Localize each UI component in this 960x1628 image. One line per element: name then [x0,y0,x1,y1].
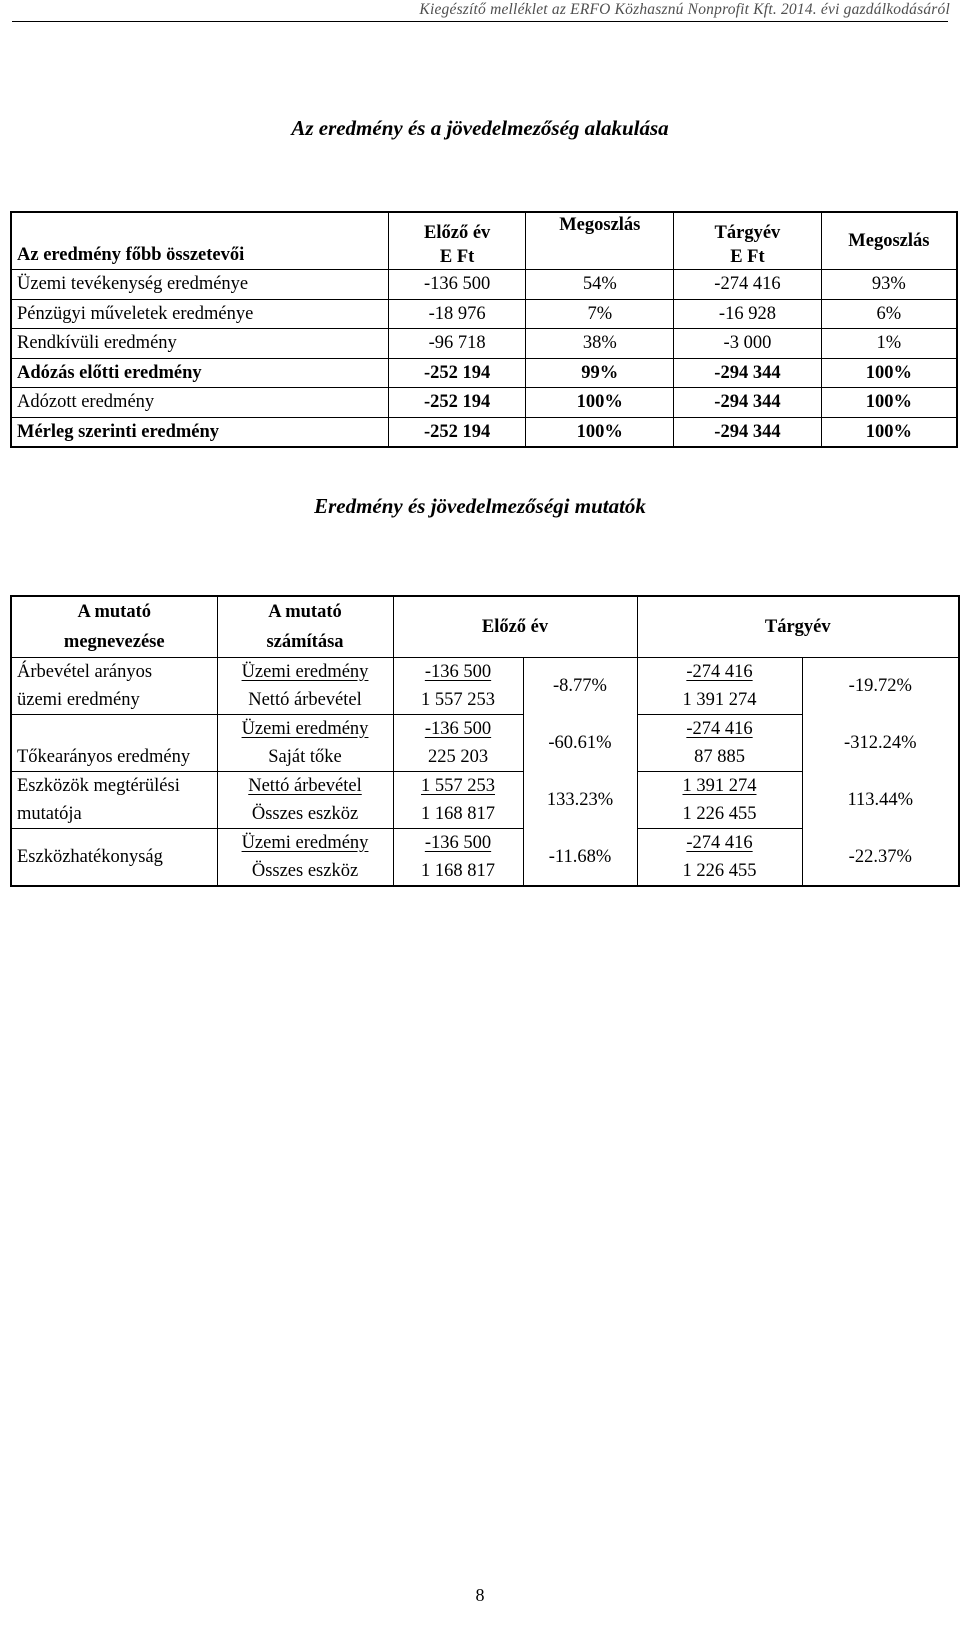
table-row [11,417,957,447]
header-share-prev: Megoszlás [526,212,674,270]
prev-numerator: 1 557 253 [393,772,523,801]
prev-value: -18 976 [388,299,526,329]
prev-denominator: 1 557 253 [393,686,523,715]
table-header-row [11,596,959,658]
indicator-name [11,715,217,744]
header-components: Az eredmény főbb összetevői [11,212,388,270]
prev-numerator: -136 500 [393,658,523,687]
row-label: Adózás előtti eredmény [11,358,388,388]
table-row [11,658,959,687]
curr-ratio: 113.44% [802,772,959,829]
page-header [0,0,960,22]
numerator-label: Üzemi eredmény [217,658,393,687]
numerator-label: Üzemi eredmény [217,715,393,744]
prev-denominator: 1 168 817 [393,857,523,886]
page-number: 8 [475,1585,485,1605]
denominator-label: Összes eszköz [217,857,393,886]
curr-share: 6% [821,299,957,329]
curr-denominator: 87 885 [637,743,802,772]
curr-value: -294 344 [674,358,822,388]
curr-share: 100% [821,417,957,447]
curr-numerator: -274 416 [637,715,802,744]
numerator-label: Nettó árbevétel [217,772,393,801]
prev-ratio: -8.77% [523,658,637,715]
profitability-indicators-table [10,595,960,887]
curr-ratio: -22.37% [802,829,959,887]
prev-denominator: 225 203 [393,743,523,772]
prev-ratio: -11.68% [523,829,637,887]
header-prev-year: Előző év [393,596,637,658]
header-prev-year: Előző év E Ft [388,212,526,270]
table-row [11,358,957,388]
row-label: Rendkívüli eredmény [11,329,388,359]
prev-numerator: -136 500 [393,715,523,744]
indicator-name: Tőkearányos eredmény [11,743,217,772]
denominator-label: Saját tőke [217,743,393,772]
indicator-name: mutatója [11,800,217,829]
curr-numerator: 1 391 274 [637,772,802,801]
curr-numerator: -274 416 [637,658,802,687]
header-indicator-calc: A mutató számítása [217,596,393,658]
indicator-name: Eszközhatékonyság [11,829,217,887]
prev-ratio: -60.61% [523,715,637,772]
denominator-label: Összes eszköz [217,800,393,829]
curr-value: -3 000 [674,329,822,359]
row-label: Pénzügyi műveletek eredménye [11,299,388,329]
row-label: Mérleg szerinti eredmény [11,417,388,447]
section2-title: Eredmény és jövedelmezőségi mutatók [314,494,646,518]
numerator-label: Üzemi eredmény [217,829,393,858]
curr-value: -274 416 [674,270,822,300]
row-label: Üzemi tevékenység eredménye [11,270,388,300]
prev-value: -252 194 [388,358,526,388]
header-rule [12,21,948,22]
prev-share: 38% [526,329,674,359]
table-row [11,829,959,858]
curr-share: 93% [821,270,957,300]
curr-value: -294 344 [674,417,822,447]
table-row [11,388,957,418]
table-header-row [11,212,957,270]
curr-share: 100% [821,388,957,418]
prev-value: -252 194 [388,388,526,418]
curr-denominator: 1 226 455 [637,800,802,829]
prev-value: -252 194 [388,417,526,447]
curr-denominator: 1 391 274 [637,686,802,715]
curr-numerator: -274 416 [637,829,802,858]
curr-ratio: -19.72% [802,658,959,715]
header-indicator-name: A mutató megnevezése [11,596,217,658]
prev-share: 100% [526,417,674,447]
header-text: Kiegészítő melléklet az ERFO Közhasznú Nonprofit Kft. 2014. évi gazdálkodásáról [419,1,950,18]
prev-share: 54% [526,270,674,300]
prev-share: 7% [526,299,674,329]
result-components-table [10,211,958,448]
table-row [11,715,959,744]
prev-numerator: -136 500 [393,829,523,858]
header-current-year: Tárgyév E Ft [674,212,822,270]
row-label: Adózott eredmény [11,388,388,418]
table-row [11,270,957,300]
prev-ratio: 133.23% [523,772,637,829]
curr-denominator: 1 226 455 [637,857,802,886]
prev-value: -96 718 [388,329,526,359]
indicator-name: üzemi eredmény [11,686,217,715]
curr-share: 1% [821,329,957,359]
header-current-year: Tárgyév [637,596,959,658]
prev-value: -136 500 [388,270,526,300]
prev-denominator: 1 168 817 [393,800,523,829]
table-row [11,299,957,329]
prev-share: 100% [526,388,674,418]
curr-ratio: -312.24% [802,715,959,772]
curr-value: -16 928 [674,299,822,329]
header-share-curr: Megoszlás [821,212,957,270]
curr-share: 100% [821,358,957,388]
indicator-name: Eszközök megtérülési [11,772,217,801]
denominator-label: Nettó árbevétel [217,686,393,715]
section1-title: Az eredmény és a jövedelmezőség alakulása [291,116,669,140]
prev-share: 99% [526,358,674,388]
indicator-name: Árbevétel arányos [11,658,217,687]
table-row [11,772,959,801]
curr-value: -294 344 [674,388,822,418]
table-row [11,329,957,359]
